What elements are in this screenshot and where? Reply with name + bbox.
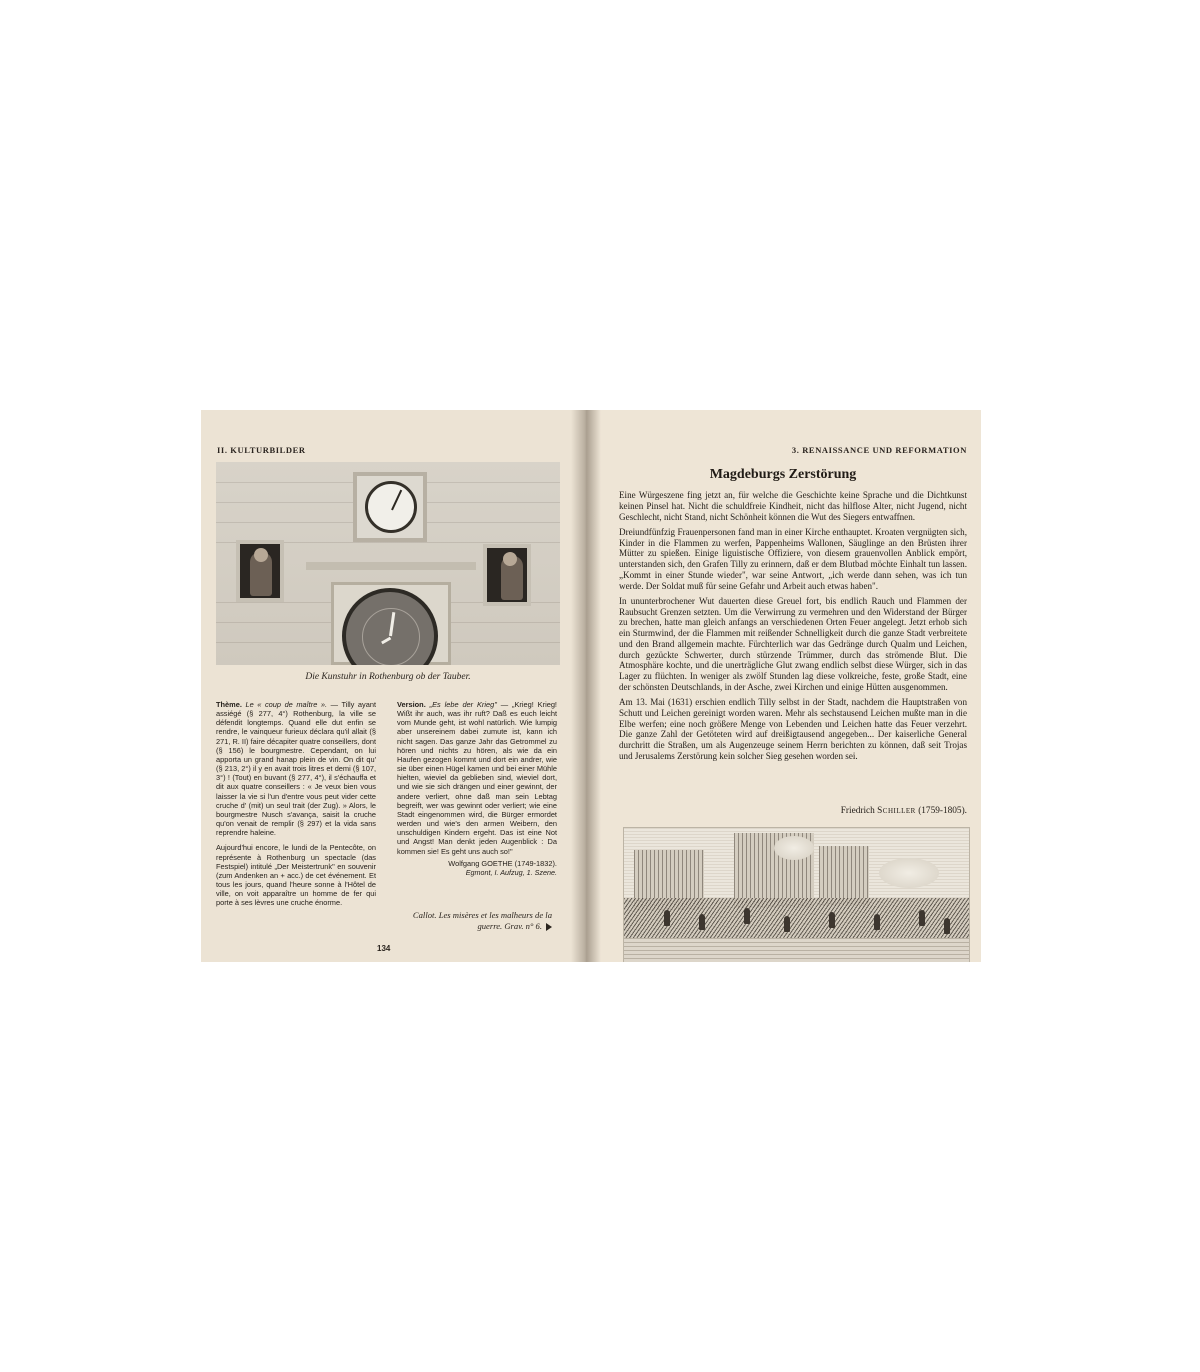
clock-photo bbox=[216, 462, 560, 665]
upper-clock-dial bbox=[365, 481, 417, 533]
left-page bbox=[201, 410, 585, 962]
version-title: „Es lebe der Krieg" bbox=[429, 700, 497, 709]
article-paragraph: Dreiundfünfzig Frauenpersonen fand man in einer Kirche enthauptet. Kroaten vergnügten sich, Kinder in die Flammen zu werfen, Pappenheims Wallonen, Säuglinge an den Brüsten ihrer Mütter zu spießen. Einige liguistische Offiziere, von diesem grauenvollen Anblick empört, unterstanden sich, den Grafen Tilly zu erinnern, daß er dem Blutbad möchte Einhalt tun lassen. „Kommt in einer Stunde wieder", war seine Antwort, „ich werde dann sehen, was ich tun werde. Der Soldat muß für seine Gefahr und Arbeit auch etwas haben". bbox=[619, 526, 967, 591]
running-head-right: 3. RENAISSANCE UND REFORMATION bbox=[791, 445, 967, 455]
running-head-left: II. KULTURBILDER bbox=[217, 445, 306, 455]
theme-column bbox=[216, 700, 376, 913]
left-window-figure bbox=[236, 540, 284, 602]
upper-clock bbox=[353, 472, 427, 542]
version-text: — „Krieg! Krieg! Wißt ihr auch, was ihr ruft? Daß es euch leicht vom Munde geht, ist wohl natürlich. Wie lumpig aber unsereinem dabei zumute ist, kann ich nicht sagen. Das ganze Jahr das Getrommel zu hören und nichts zu hören, als wie da ein Haufen gezogen kommt und dort ein andrer, wie sie über einen Hügel kamen und bei einer Mühle hielten, wieviel da geblieben sind, wieviel dort, und wie sie sich drängen und einer gewinnt, der andere verliert, ohne daß man sein Lebtag begreift, wer was gewinnt oder verliert; wie eine Stadt eingenommen wird, die Bürger ermordet werden und wie's den armen Weibern, den unschuldigen Kindern ergeht. Das ist eine Not und Angst! Man denkt jeden Augenblick : Da kommen sie! Es geht uns auch so!" bbox=[397, 700, 557, 856]
schiller-attribution: Friedrich Schiller (1759-1805). bbox=[840, 806, 967, 816]
theme-label: Thème. bbox=[216, 700, 242, 709]
theme-title: Le « coup de maître ». bbox=[245, 700, 328, 709]
arrow-right-icon bbox=[546, 923, 552, 931]
page-number: 134 bbox=[377, 944, 391, 953]
version-column bbox=[397, 700, 557, 877]
article-body bbox=[619, 490, 967, 766]
egmont-source: Egmont, I. Aufzug, 1. Szene. bbox=[465, 867, 557, 877]
article-paragraph: Am 13. Mai (1631) erschien endlich Tilly selbst in der Stadt, nachdem die Hauptstraßen von Schutt und Leichen gereinigt worden waren. Mehr als sechstausend Leichen mußte man in die Elbe werfen; eine noch größere Menge von Lebenden und Leichen hatte das Feuer verzehrt. Die ganze Zahl der Getöteten wird auf dreißigtausend angegeben... Der kaiserliche General durchritt die Straßen, um als Augenzeuge seinem Herrn berichten zu können, daß seit Trojas und Jerusalems Zerstörung kein solcher Sieg gesehen worden sei. bbox=[619, 697, 967, 761]
right-page bbox=[585, 410, 981, 962]
callot-note: Callot. Les misères et les malheurs de la guerre. Grav. n° 6. bbox=[412, 910, 552, 931]
article-paragraph: In ununterbrochener Wut dauerten diese Greuel fort, bis endlich Rauch und Flammen der Raubsucht Grenzen setzten. Um die Verwirrung zu vermehren und den Widerstand der Bürger zu brechen, hatte man gleich anfangs an verschiedenen Orten Feuer angelegt. Jetzt erhob sich ein Sturmwind, der die Flammen mit reißender Schnelligkeit durch die ganze Stadt verbreitete und den Brand allgemein machte. Fürchterlich war das Gedränge durch Qualm und Leichen, durch gezückte Schwerter, durch stürzende Trümmer, durch das strömende Blut. Die Atmosphäre kochte, und die unerträgliche Glut zwang endlich selbst diese Würger, sich in das Lager zu flüchten. In weniger als zwölf Stunden lag diese volkreiche, feste, große Stadt, eine der schönsten Deutschlands, in der Asche, zwei Kirchen und einige Hütten ausgenommen. bbox=[619, 595, 967, 692]
photo-caption: Die Kunstuhr in Rothenburg ob der Tauber. bbox=[305, 672, 471, 682]
book-spread bbox=[201, 410, 981, 962]
article-paragraph: Eine Würgeszene fing jetzt an, für welche die Geschichte keine Sprache und die Dichtkunst keinen Pinsel hat. Nicht die schuldfreie Kindheit, nicht das hilflose Alter, nicht Jugend, nicht Geschlecht, nicht Stand, nicht Schönheit können die Wut des Siegers entwaffnen. bbox=[619, 490, 967, 522]
right-window-figure bbox=[483, 544, 531, 606]
version-label: Version. bbox=[397, 700, 426, 709]
theme-paragraph-1: — Tilly ayant assiégé (§ 277, 4°) Rothenburg, la ville se défendit longtemps. Quand elle dut enfin se rendre, le vainqueur furieux déclara qu'il allait (§ 271, R. II) faire décapiter quatre conseillers, dont (§ 156) le bourgmestre. Cependant, on lui apporta un grand hanap plein de vin. On dit qu' (§ 213, 2°) il y en avait trois litres et demi (§ 107, 3°) ! (Tout) en buvant (§ 277, 4°), il s'échauffa et dit aux quatre conseillers : « Je veux bien vous laisser la vie si l'un d'entre vous peut vider cette cruche d' (mit) un seul trait (der Zug). » Alors, le bourgmestre Nusch s'avança, saisit la cruche qu'on venait de remplir (§ 297) et la vida sans reprendre haleine. bbox=[216, 700, 376, 838]
article-title: Magdeburgs Zerstörung bbox=[709, 467, 857, 482]
theme-paragraph-2: Aujourd'hui encore, le lundi de la Pentecôte, on représente à Rothenburg un spectacle (das Festspiel) intitulé „Der Meistertrunk" en souvenir (zum Andenken an + acc.) de cet événement. Et tous les jours, quand l'heure sonne à l'Hôtel de ville, on voit apparaître un homme de fer qui porte à ses lèvres une cruche énorme. bbox=[216, 843, 376, 908]
callot-engraving bbox=[623, 827, 970, 962]
goethe-attribution: Wolfgang GOETHE (1749-1832). bbox=[448, 858, 557, 868]
